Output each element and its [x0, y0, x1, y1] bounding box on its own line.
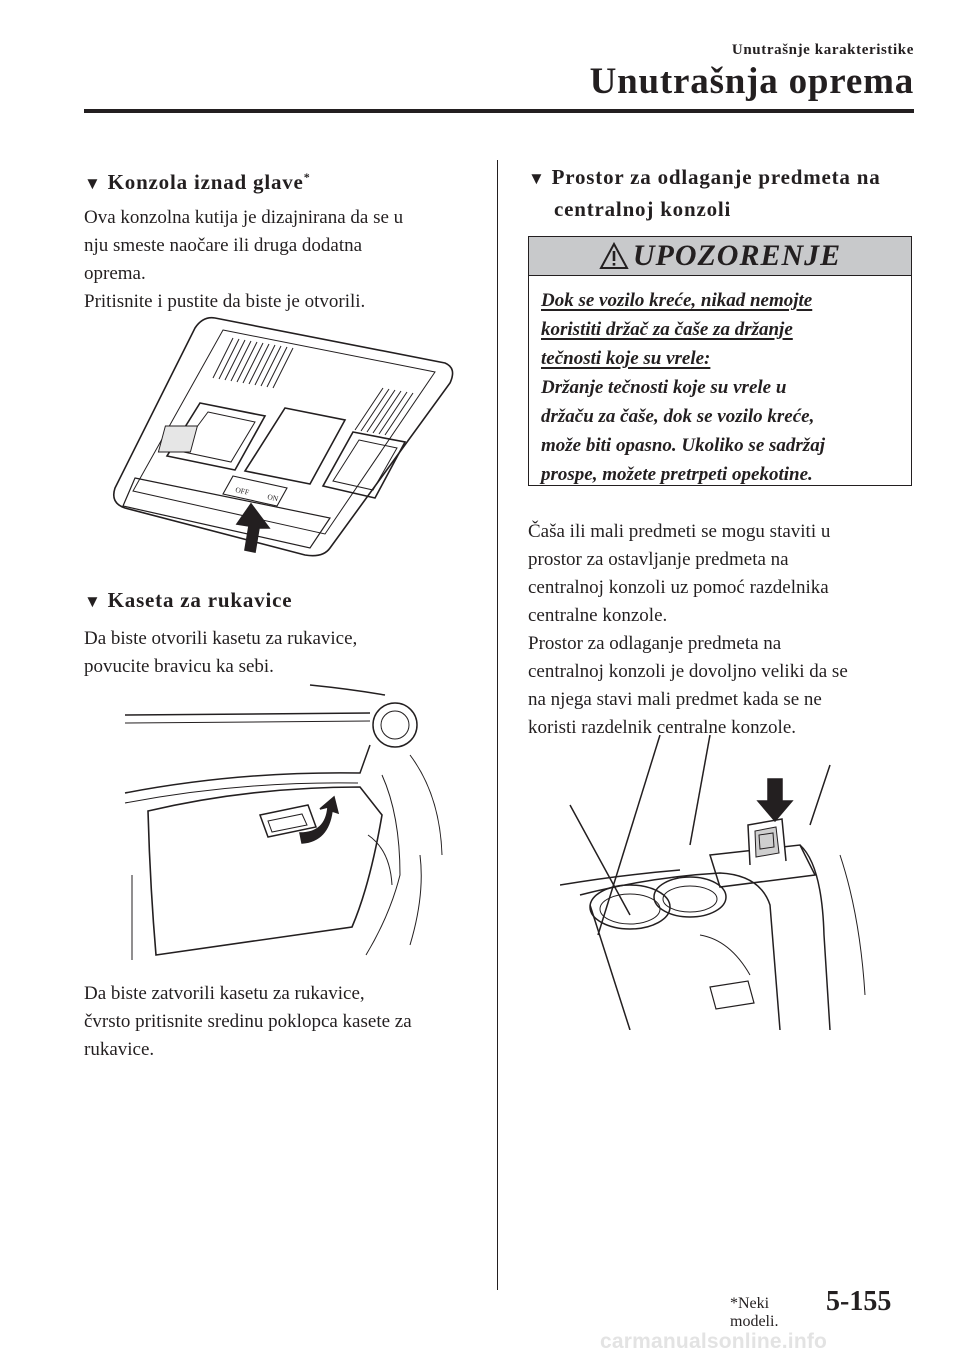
switch-off-label: OFF — [234, 485, 250, 497]
heading-overhead-console: ▼ Konzola iznad glave* — [84, 170, 311, 194]
triangle-bullet-icon: ▼ — [528, 169, 546, 188]
watermark: carmanualsonline.info — [600, 1330, 828, 1353]
glove-box-close-text: Da biste zatvorili kasetu za rukavice, čvrsto pritisnite sredinu poklopca kasete za rukavice. — [84, 983, 412, 1060]
insert-arrow-icon — [758, 779, 792, 821]
center-console-text: Čaša ili mali predmeti se mogu staviti u prostor za ostavljanje predmeta na centralnoj konzoli uz pomoć razdelnika centralne konzole. Prostor za odlaganje predmeta na centralnoj konzoli je dovoljno veliki da se na njega stavi mali predmet kada se ne koristi razdelnik centralne konzole. — [528, 521, 848, 738]
page-title: Unutrašnja oprema — [589, 61, 914, 102]
overhead-console-text: Ova konzolna kutija je dizajnirana da se u nju smeste naočare ili druga dodatna oprema. Pritisnite i pustite da biste je otvorili. — [84, 207, 404, 312]
page-number: 5-155 — [826, 1286, 892, 1317]
section-header: Unutrašnje karakteristike — [731, 42, 914, 58]
footnote: *Neki modeli. — [730, 1295, 779, 1330]
overhead-console-illustration — [105, 308, 470, 563]
glove-box-illustration — [120, 675, 450, 965]
center-console-illustration — [560, 735, 870, 1030]
footnote-mark: * — [303, 170, 311, 184]
warning-triangle-icon — [599, 242, 629, 270]
heading-center-console-storage: ▼ Prostor za odlaganje predmeta na centralnoj konzoli — [528, 165, 881, 221]
triangle-bullet-icon: ▼ — [84, 592, 102, 611]
switch-on-label: ON — [266, 492, 280, 504]
warning-header — [529, 237, 911, 276]
column-divider — [497, 160, 498, 1290]
header-rule — [84, 109, 914, 113]
warning-box — [528, 236, 912, 486]
glove-box-open-text: Da biste otvorili kasetu za rukavice, povucite bravicu ka sebi. — [84, 628, 358, 677]
heading-glove-box: ▼ Kaseta za rukavice — [84, 588, 293, 612]
triangle-bullet-icon: ▼ — [84, 174, 102, 193]
warning-title: UPOZORENJE — [632, 239, 842, 272]
warning-text: Dok se vozilo kreće, nikad nemojte koristiti držač za čaše za držanje tečnosti koje su vrele: Držanje tečnosti koje su vrele u držaču za čaše, dok se vozilo kreće, može biti opasno. Ukoliko se sadržaj prospe, možete pretrpeti opekotine. — [541, 290, 825, 485]
